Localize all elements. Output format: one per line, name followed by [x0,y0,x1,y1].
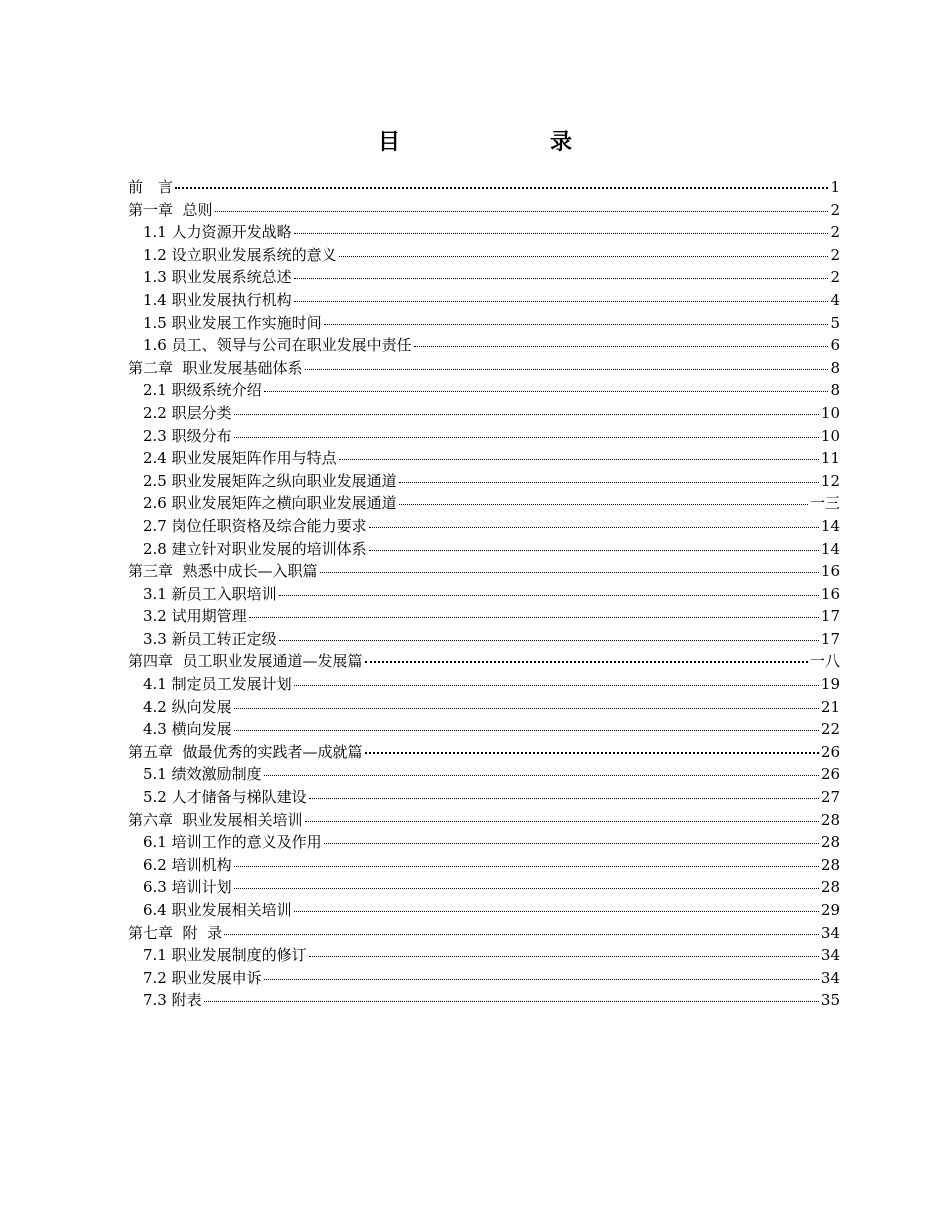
title-char-left: 目 [377,130,400,155]
toc-page-number: 34 [820,923,840,942]
toc-chapter-entry[interactable] [128,357,840,380]
toc-page-number: 28 [820,810,840,829]
toc-entry-label: 7.3 附表 [143,991,202,1010]
toc-section-entry[interactable] [128,402,840,425]
toc-entry-label: 1.6 员工、领导与公司在职业发展中责任 [143,336,412,355]
toc-section-entry[interactable] [128,334,840,357]
toc-entry-label: 2.8 建立针对职业发展的培训体系 [143,539,367,558]
toc-section-entry[interactable] [128,763,840,786]
toc-page-number: 6 [830,336,840,355]
toc-section-entry[interactable] [128,786,840,809]
toc-page-number: 29 [820,901,840,919]
toc-dot-leader [279,594,819,596]
toc-section-entry[interactable] [128,673,840,696]
toc-chapter-entry[interactable] [128,199,840,222]
toc-entry-label: 5.1 绩效激励制度 [143,765,262,784]
toc-dot-leader [294,232,829,234]
toc-chapter-entry[interactable] [128,176,840,199]
toc-entry-label: 2.3 职级分布 [143,426,232,445]
toc-dot-leader [249,616,819,618]
toc-dot-leader [264,390,829,392]
toc-page-number: 28 [820,855,840,874]
toc-entry-label: 1.4 职业发展执行机构 [143,290,292,309]
toc-page-number: 10 [820,426,840,445]
toc-page-number: 26 [820,765,840,784]
toc-page-number: 14 [820,516,840,535]
toc-entry-label: 7.1 职业发展制度的修订 [143,946,307,965]
toc-entry-label: 2.6 职业发展矩阵之横向职业发展通道 [143,494,397,513]
toc-page-number: 28 [820,878,840,897]
toc-dot-leader [365,660,808,663]
toc-section-entry[interactable] [128,944,840,967]
toc-entry-label: 2.2 职层分类 [143,403,232,422]
toc-entry-label: 前 言 [128,178,174,196]
toc-section-entry[interactable] [128,379,840,402]
toc-entry-label: 2.7 岗位任职资格及综合能力要求 [143,516,367,535]
toc-page-number: 5 [830,313,840,332]
toc-page-number: 21 [820,697,840,716]
toc-chapter-entry[interactable] [128,922,840,945]
toc-page-number: 16 [820,562,840,581]
toc-page-number: 一八 [809,652,840,671]
toc-page-number: 27 [820,788,840,807]
toc-page-number: 26 [820,742,840,761]
toc-page-number: 28 [820,833,840,852]
toc-entry-label: 第六章 职业发展相关培训 [128,810,303,829]
toc-section-entry[interactable] [128,854,840,877]
toc-section-entry[interactable] [128,583,840,606]
toc-page-number: 2 [830,268,840,287]
toc-dot-leader [234,729,819,731]
toc-page-number: 4 [830,290,840,309]
toc-dot-leader [339,255,829,257]
toc-section-entry[interactable] [128,312,840,335]
toc-section-entry[interactable] [128,718,840,741]
toc-entry-label: 4.3 横向发展 [143,720,232,739]
toc-page-number: 35 [820,991,840,1010]
toc-page-number: 2 [830,223,840,242]
toc-section-entry[interactable] [128,515,840,538]
toc-dot-leader [305,368,829,370]
toc-dot-leader [365,751,819,754]
toc-dot-leader [294,277,829,279]
toc-entry-label: 4.2 纵向发展 [143,697,232,716]
toc-page-number: 14 [820,539,840,558]
toc-dot-leader [279,639,819,641]
toc-entry-label: 3.3 新员工转正定级 [143,629,277,648]
toc-entry-label: 2.5 职业发展矩阵之纵向职业发展通道 [143,471,397,490]
toc-dot-leader [369,526,819,528]
toc-page-number: 10 [820,403,840,422]
toc-entry-label: 2.1 职级系统介绍 [143,381,262,400]
toc-section-entry[interactable] [128,831,840,854]
toc-section-entry[interactable] [128,221,840,244]
toc-section-entry[interactable] [128,538,840,561]
page-title [0,128,950,158]
toc-dot-leader [324,842,819,844]
toc-dot-leader [204,1000,819,1002]
toc-dot-leader [175,186,828,189]
toc-dot-leader [234,887,819,889]
toc-section-entry[interactable] [128,899,840,922]
toc-entry-label: 6.3 培训计划 [143,878,232,897]
toc-dot-leader [369,549,819,551]
toc-entry-label: 5.2 人才储备与梯队建设 [143,788,307,807]
toc-page-number: 2 [830,245,840,264]
toc-chapter-entry[interactable] [128,650,840,673]
toc-entry-label: 1.3 职业发展系统总述 [143,268,292,287]
toc-section-entry[interactable] [128,628,840,651]
toc-dot-leader [309,955,819,957]
toc-page-number: 8 [830,358,840,377]
toc-page-number: 22 [820,720,840,739]
toc-dot-leader [234,865,819,867]
toc-dot-leader [309,797,819,799]
table-of-contents [128,176,840,1012]
toc-entry-label: 第一章 总则 [128,200,213,219]
toc-page-number: 17 [820,607,840,626]
toc-entry-label: 2.4 职业发展矩阵作用与特点 [143,449,337,468]
toc-chapter-entry[interactable] [128,809,840,832]
toc-entry-label: 3.2 试用期管理 [143,607,247,626]
toc-page-number: 16 [820,584,840,603]
toc-dot-leader [324,323,829,325]
toc-entry-label: 第三章 熟悉中成长—入职篇 [128,562,318,581]
toc-page-number: 17 [820,629,840,648]
toc-page-number: 34 [820,968,840,987]
toc-entry-label: 6.4 职业发展相关培训 [143,901,292,919]
toc-page-number: 一三 [809,494,840,513]
toc-section-entry[interactable] [128,447,840,470]
toc-entry-label: 第五章 做最优秀的实践者—成就篇 [128,742,363,761]
toc-dot-leader [294,684,819,686]
toc-section-entry[interactable] [128,696,840,719]
toc-chapter-entry[interactable] [128,741,840,764]
toc-dot-leader [264,774,819,776]
toc-dot-leader [234,707,819,709]
toc-dot-leader [399,503,808,505]
toc-page-number: 11 [820,449,840,468]
toc-dot-leader [294,910,819,912]
toc-entry-label: 6.2 培训机构 [143,855,232,874]
toc-page-number: 8 [830,381,840,400]
toc-dot-leader [215,210,829,212]
toc-section-entry[interactable] [128,492,840,515]
toc-section-entry[interactable] [128,244,840,267]
toc-chapter-entry[interactable] [128,560,840,583]
toc-section-entry[interactable] [128,967,840,990]
toc-entry-label: 6.1 培训工作的意义及作用 [143,833,322,852]
toc-dot-leader [224,933,819,935]
toc-section-entry[interactable] [128,266,840,289]
toc-page-number: 1 [830,178,840,196]
toc-section-entry[interactable] [128,425,840,448]
toc-page-number: 2 [830,200,840,219]
toc-entry-label: 第七章 附 录 [128,923,223,942]
toc-dot-leader [414,345,829,347]
toc-entry-label: 7.2 职业发展申诉 [143,968,262,987]
toc-dot-leader [264,978,819,980]
toc-section-entry[interactable] [128,989,840,1012]
title-char-right: 录 [550,130,573,155]
toc-entry-label: 4.1 制定员工发展计划 [143,675,292,694]
toc-dot-leader [234,436,819,438]
toc-entry-label: 第二章 职业发展基础体系 [128,358,303,377]
toc-page-number: 34 [820,946,840,965]
toc-page-number: 12 [820,471,840,490]
toc-dot-leader [339,458,819,460]
toc-entry-label: 1.5 职业发展工作实施时间 [143,313,322,332]
toc-section-entry[interactable] [128,470,840,493]
toc-dot-leader [294,300,829,302]
toc-dot-leader [305,820,819,822]
toc-entry-label: 3.1 新员工入职培训 [143,584,277,603]
toc-entry-label: 1.1 人力资源开发战略 [143,223,292,242]
toc-dot-leader [320,571,819,573]
toc-page-number: 19 [820,675,840,694]
toc-section-entry[interactable] [128,605,840,628]
toc-dot-leader [399,481,819,483]
toc-entry-label: 1.2 设立职业发展系统的意义 [143,245,337,264]
toc-section-entry[interactable] [128,876,840,899]
toc-dot-leader [234,413,819,415]
toc-entry-label: 第四章 员工职业发展通道—发展篇 [128,652,363,671]
toc-section-entry[interactable] [128,289,840,312]
